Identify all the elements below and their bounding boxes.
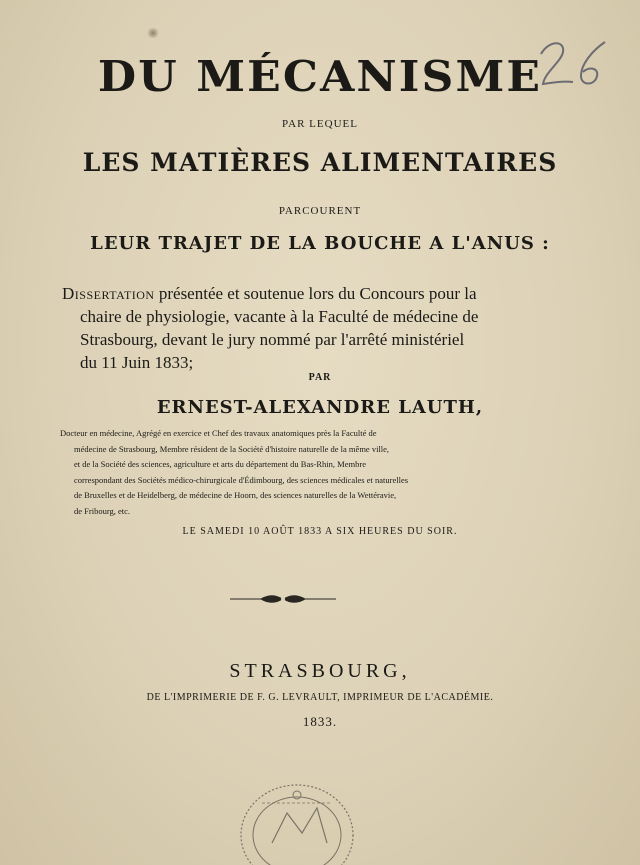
paper-stain bbox=[146, 28, 160, 38]
author-credentials bbox=[60, 426, 510, 519]
credentials-line: Docteur en médecine, Agrégé en exercice et Chef des travaux anatomiques près la Faculté de bbox=[60, 428, 377, 438]
by-label: PAR bbox=[308, 372, 332, 383]
main-title: DU MÉCANISME bbox=[97, 52, 543, 101]
dissertation-line: chaire de physiologie, vacante à la Faculté de médecine de bbox=[80, 307, 479, 326]
library-stamp bbox=[232, 773, 362, 865]
dissertation-line: Strasbourg, devant le jury nommé par l'arrêté ministériel bbox=[80, 330, 465, 349]
dissertation-lead: Dissertation bbox=[62, 284, 155, 303]
secondary-title: LES MATIÈRES ALIMENTAIRES bbox=[82, 148, 558, 177]
author-name: ERNEST-ALEXANDRE LAUTH, bbox=[156, 397, 484, 418]
imprint-year: 1833. bbox=[302, 714, 338, 729]
subtitle-par-lequel: PAR LEQUEL bbox=[282, 118, 358, 130]
dissertation-line bbox=[62, 282, 522, 305]
credentials-line: et de la Société des sciences, agriculture et arts du département du Bas-Rhin, Membre bbox=[74, 459, 366, 469]
credentials-line: médecine de Strasbourg, Membre résident de la Société d'histoire naturelle de la même ville, bbox=[74, 443, 390, 454]
ornamental-rule bbox=[230, 593, 336, 605]
subtitle-parcourent: PARCOURENT bbox=[278, 205, 362, 217]
imprint-printer: DE L'IMPRIMERIE DE F. G. LEVRAULT, IMPRIMEUR DE L'ACADÉMIE. bbox=[146, 692, 494, 703]
credentials-line: de Bruxelles et de Heidelberg, de médecine de Hoorn, des sciences naturelles de la Wettéravie, bbox=[74, 490, 397, 500]
dissertation-line: du 11 Juin 1833; bbox=[80, 353, 194, 372]
defense-date: LE SAMEDI 10 AOÛT 1833 A SIX HEURES DU SOIR. bbox=[182, 526, 458, 537]
imprint-city: STRASBOURG, bbox=[229, 660, 411, 682]
credentials-line: de Fribourg, etc. bbox=[74, 505, 131, 516]
dissertation-paragraph bbox=[62, 282, 522, 374]
dissertation-line-text: présentée et soutenue lors du Concours pour la bbox=[154, 284, 477, 303]
tertiary-title: LEUR TRAJET DE LA BOUCHE A L'ANUS : bbox=[90, 233, 550, 254]
credentials-line: correspondant des Sociétés médico-chirurgicale d'Édimbourg, des sciences médicales et naturelles bbox=[74, 474, 409, 485]
